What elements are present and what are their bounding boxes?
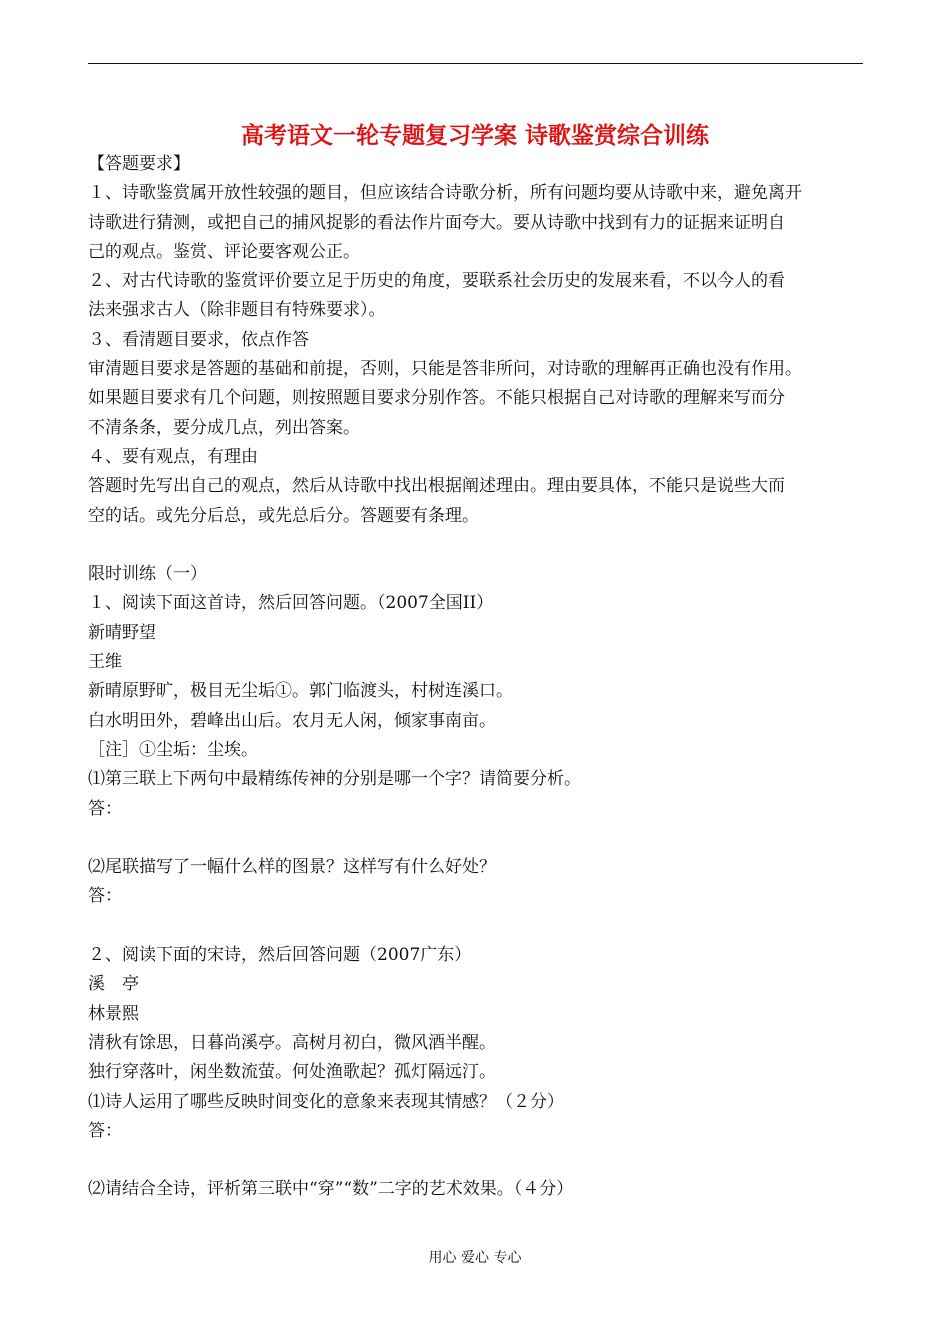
text-line: ⑴第三联上下两句中最精练传神的分别是哪一个字？请简要分析。 — [88, 769, 581, 790]
text-line: 新晴野望 — [88, 622, 156, 643]
text-line: 林景熙 — [88, 1003, 139, 1024]
text-line: 【答题要求】 — [88, 154, 190, 174]
text-line: 溪 亭 — [88, 974, 139, 995]
text-line: 法来强求古人（除非题目有特殊要求）。 — [88, 300, 386, 321]
text-line: 答： — [88, 886, 122, 907]
text-line: 如果题目要求有几个问题，则按照题目要求分别作答。不能只根据自己对诗歌的理解来写而分 — [88, 388, 785, 409]
text-line: 王维 — [88, 652, 122, 673]
blank-line — [88, 531, 866, 560]
text-line: ⑴诗人运用了哪些反映时间变化的意象来表现其情感？（２分） — [88, 1091, 564, 1112]
text-line: ３、看清题目要求，依点作答 — [88, 329, 309, 350]
text-line: ［注］①尘垢：尘埃。 — [88, 739, 258, 760]
text-line: 答： — [88, 798, 122, 819]
text-line: ２、对古代诗歌的鉴赏评价要立足于历史的角度，要联系社会历史的发展来看，不以今人的看 — [88, 271, 785, 292]
text-line: 不清条条，要分成几点，列出答案。 — [88, 417, 360, 438]
text-line: 答： — [88, 1120, 122, 1141]
page-title: 高考语文一轮专题复习学案 诗歌鉴赏综合训练 — [240, 123, 709, 149]
text-line: 新晴原野旷，极目无尘垢①。郭门临渡头，村树连溪口。 — [88, 681, 513, 702]
text-line: ２、阅读下面的宋诗，然后回答问题（2007广东） — [88, 945, 472, 966]
text-line: ⑵尾联描写了一幅什么样的图景？这样写有什么好处？ — [88, 857, 496, 878]
blank-line — [88, 824, 866, 853]
blank-line — [88, 1146, 866, 1175]
header-rule — [88, 63, 863, 64]
document-body — [88, 150, 866, 1205]
blank-line — [88, 912, 866, 941]
text-line: 诗歌进行猜测，或把自己的捕风捉影的看法作片面夸大。要从诗歌中找到有力的证据来证明自 — [88, 212, 785, 233]
text-line: １、诗歌鉴赏属开放性较强的题目，但应该结合诗歌分析，所有问题均要从诗歌中来，避免离开 — [88, 183, 802, 204]
text-line: 己的观点。鉴赏、评论要客观公正。 — [88, 241, 360, 262]
text-line: 限时训练（一） — [88, 564, 207, 585]
text-line: 空的话。或先分后总，或先总后分。答题要有条理。 — [88, 505, 479, 526]
text-line: 独行穿落叶，闲坐数流萤。何处渔歌起？孤灯隔远汀。 — [88, 1062, 496, 1083]
page-footer: 用心 爱心 专心 — [428, 1250, 522, 1266]
text-line: ⑵请结合全诗，评析第三联中“穿”“数”二字的艺术效果。（４分） — [88, 1179, 574, 1200]
text-line: 清秋有馀思，日暮尚溪亭。高树月初白，微风酒半醒。 — [88, 1032, 496, 1053]
text-line: 答题时先写出自己的观点，然后从诗歌中找出根据阐述理由。理由要具体，不能只是说些大而 — [88, 476, 785, 497]
text-line: 审清题目要求是答题的基础和前提，否则，只能是答非所问，对诗歌的理解再正确也没有作用。 — [88, 359, 802, 380]
text-line: １、阅读下面这首诗，然后回答问题。（2007全国II） — [88, 593, 494, 614]
text-line: 白水明田外，碧峰出山后。农月无人闲，倾家事南亩。 — [88, 710, 496, 731]
text-line: ４、要有观点，有理由 — [88, 446, 258, 467]
